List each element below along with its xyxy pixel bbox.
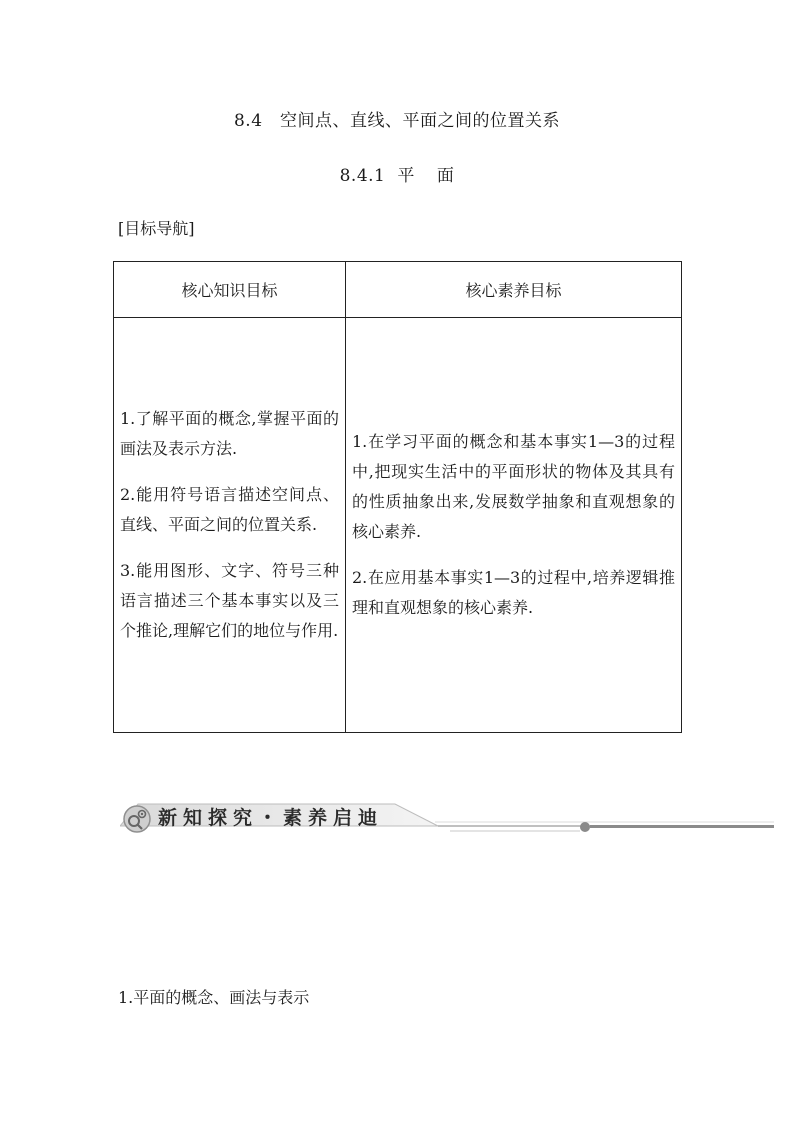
banner-title: 新知探究・素养启迪 — [158, 807, 384, 829]
knowledge-item-2: 2.能用符号语言描述空间点、直线、平面之间的位置关系. — [120, 485, 339, 534]
literacy-item-2: 2.在应用基本事实1—3的过程中,培养逻辑推理和直观想象的核心素养. — [352, 568, 675, 617]
subtitle-number: 8.4.1 — [339, 166, 386, 186]
knowledge-item-3: 3.能用图形、文字、符号三种语言描述三个基本事实以及三个推论,理解它们的地位与作用. — [120, 561, 339, 640]
section-banner — [120, 800, 774, 836]
table-row — [114, 318, 682, 733]
knowledge-item-1: 1.了解平面的概念,掌握平面的画法及表示方法. — [120, 409, 339, 458]
goal-navigation-label: [目标导航] — [118, 219, 195, 238]
header-knowledge-goals: 核心知识目标 — [114, 262, 346, 318]
section-heading: 1.平面的概念、画法与表示 — [118, 988, 310, 1007]
goals-table — [113, 261, 682, 733]
magnifier-gear-icon — [122, 804, 152, 834]
literacy-goals-cell — [346, 318, 682, 733]
literacy-item-1: 1.在学习平面的概念和基本事实1—3的过程中,把现实生活中的平面形状的物体及其具有的性质抽象出来,发展数学抽象和直观想象的核心素养. — [352, 432, 675, 541]
section-subtitle — [0, 161, 794, 186]
table-header-row — [114, 262, 682, 318]
header-literacy-goals: 核心素养目标 — [346, 262, 682, 318]
subtitle-char-2: 面 — [436, 166, 455, 186]
knowledge-goals-cell — [114, 318, 346, 733]
page-title: 8.4 空间点、直线、平面之间的位置关系 — [233, 111, 561, 131]
subtitle-char-1: 平 — [397, 166, 415, 186]
